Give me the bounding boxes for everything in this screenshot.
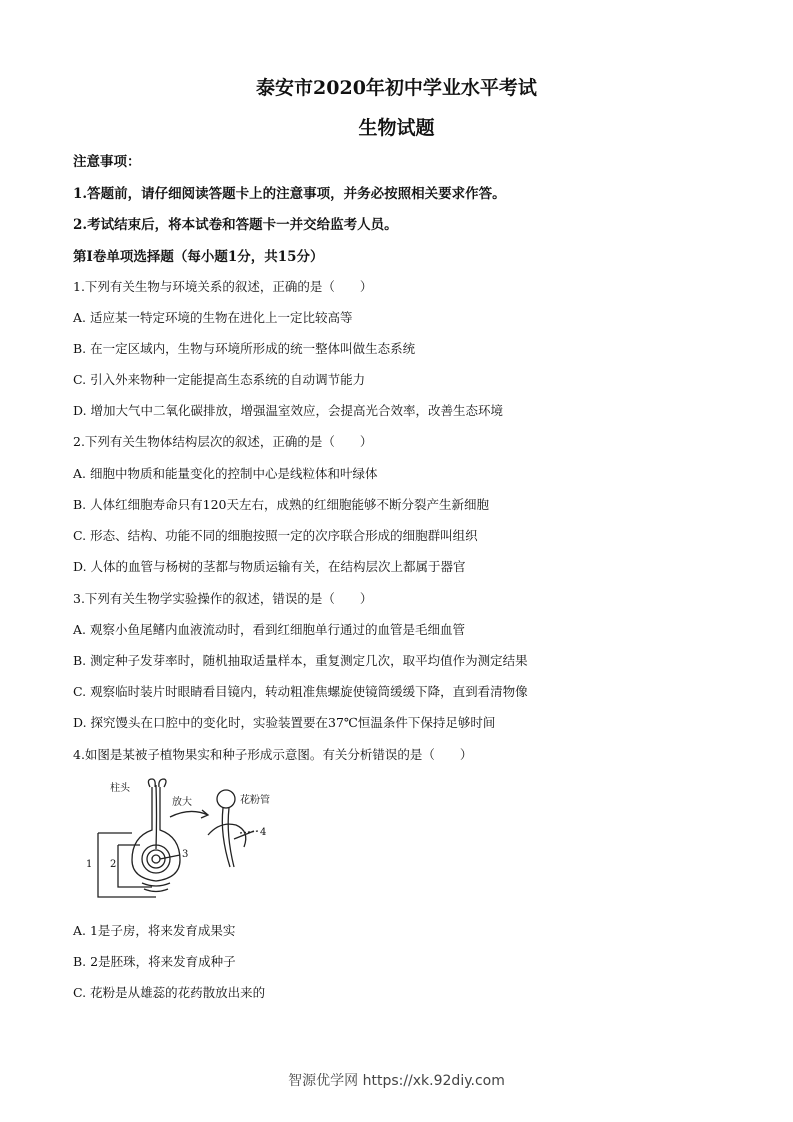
question-3-option-a: A. 观察小鱼尾鳍内血液流动时，看到红细胞单行通过的血管是毛细血管 [73, 622, 465, 637]
exam-title: 泰安市2020年初中学业水平考试 [256, 77, 537, 99]
question-1-option-d: D. 增加大气中二氧化碳排放，增强温室效应，会提高光合效率，改善生态环境 [73, 403, 504, 418]
section-heading: 第Ⅰ卷单项选择题（每小题1分，共15分） [73, 249, 324, 265]
label-magnify: 放大 [172, 797, 192, 808]
question-1-option-a: A. 适应某一特定环境的生物在进化上一定比较高等 [73, 310, 353, 325]
question-2-option-d: D. 人体的血管与杨树的茎都与物质运输有关，在结构层次上都属于器官 [73, 559, 466, 574]
footer-watermark: 智源优学网 https://xk.92diy.com [288, 1073, 505, 1089]
question-4-option-c: C. 花粉是从雄蕊的花药散放出来的 [73, 985, 266, 1000]
label-number-3: 3 [182, 849, 189, 860]
flower-diagram [80, 775, 280, 900]
label-stigma: 柱头 [110, 783, 130, 794]
label-number-2: 2 [110, 859, 117, 870]
label-number-4: 4 [260, 827, 267, 838]
question-2-option-a: A. 细胞中物质和能量变化的控制中心是线粒体和叶绿体 [73, 466, 378, 481]
question-1-option-b: B. 在一定区域内，生物与环境所形成的统一整体叫做生态系统 [73, 341, 416, 356]
question-3-option-b: B. 测定种子发芽率时，随机抽取适量样本，重复测定几次，取平均值作为测定结果 [73, 653, 528, 668]
question-3-option-c: C. 观察临时装片时眼睛看目镜内，转动粗准焦螺旋使镜筒缓缓下降，直到看清物像 [73, 684, 528, 699]
label-pollen-tube: 花粉管 [240, 795, 270, 806]
question-4-option-a: A. 1是子房，将来发育成果实 [73, 923, 236, 938]
question-2-option-b: B. 人体红细胞寿命只有120天左右，成熟的红细胞能够不断分裂产生新细胞 [73, 497, 489, 512]
notes-heading: 注意事项： [73, 154, 141, 170]
question-4-stem: 4.如图是某被子植物果实和种子形成示意图。有关分析错误的是（ ） [73, 747, 473, 762]
question-3-stem: 3.下列有关生物学实验操作的叙述，错误的是（ ） [73, 591, 373, 606]
question-4-option-b: B. 2是胚珠，将来发育成种子 [73, 954, 236, 969]
exam-subtitle: 生物试题 [358, 117, 435, 139]
notes-item-1: 1.答题前，请仔细阅读答题卡上的注意事项，并务必按照相关要求作答。 [73, 186, 506, 202]
notes-item-2: 2.考试结束后，将本试卷和答题卡一并交给监考人员。 [73, 217, 398, 233]
label-number-1: 1 [86, 859, 93, 870]
question-1-stem: 1.下列有关生物与环境关系的叙述，正确的是（ ） [73, 279, 373, 294]
question-2-stem: 2.下列有关生物体结构层次的叙述，正确的是（ ） [73, 434, 373, 449]
question-2-option-c: C. 形态、结构、功能不同的细胞按照一定的次序联合形成的细胞群叫组织 [73, 528, 478, 543]
question-3-option-d: D. 探究馒头在口腔中的变化时，实验装置要在37℃恒温条件下保持足够时间 [73, 715, 496, 730]
question-1-option-c: C. 引入外来物种一定能提高生态系统的自动调节能力 [73, 372, 366, 387]
